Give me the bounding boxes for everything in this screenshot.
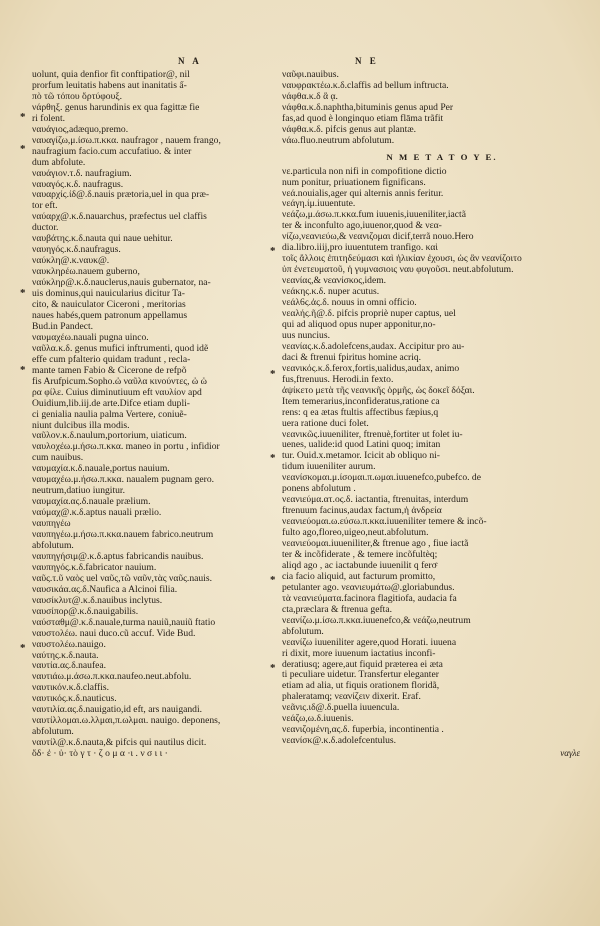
text-line: dia.libro.iiij,pro iuuentutem tranfigo. καὶ [282, 243, 438, 254]
text-line: νεανίας.κ.δ.adolefcens,audax. Accipitur pro au- [282, 341, 465, 352]
text-line: fas,ad quod è longinquo etiam flāma trãfit [282, 113, 444, 124]
running-header-right: N E [355, 56, 379, 66]
text-line: νεανίζω iuueniliter agere,quod Horati. iuuena [282, 637, 457, 648]
right-column [282, 70, 582, 747]
text-line: ναυστολέω. naui duco.cũ accuf. Vide Bud. [32, 628, 196, 639]
text-line: νίζω,νεανιεύω,& νεανιζομαι dicif,terrã nouo.Hero [282, 232, 474, 243]
text-line: mante tamen Fabio & Cicerone de refpõ [32, 365, 187, 376]
text-line: ναυσικάα.ας.δ.Naufica a Alcinoi filia. [32, 584, 178, 595]
text-line: tidum iuueniliter aurum. [282, 462, 376, 473]
text-line: rens: q ea ætas ftultis affectibus fæpius,q [282, 407, 439, 418]
text-line: νεανίσκ@.κ.δ.adolefcentulus. [282, 736, 397, 747]
text-line: ναυτιάω.μ.άσω.π.κκα.naufeo.neut.abfolu. [32, 672, 192, 683]
text-line: τοῖς ἄλλοις ἐπιτηδεύμασι καὶ ἡλικίαν ἐχουσι, ὡς ἂν νεανίζοιτο [282, 254, 522, 265]
text-line: ri dixit, more iuuenum iactatius inconfi- [282, 648, 436, 659]
text-line: aliqd ago , ac iactabunde iuuenilit q feroͤ [282, 560, 437, 571]
margin-asterisk: * [20, 143, 26, 155]
text-line: ναυτίλλομαι.ω.λλμαι,π.ωλμαι. nauigo. deponens, [32, 716, 221, 727]
text-line: naufragium facio.cum accufatiuo. & inter [32, 146, 192, 157]
text-line: daci & ftrenui fpiritus homine acriq. [282, 352, 422, 363]
text-line: ὅδ· ἐ · ὑ· τὸ γ τ · ζ ο μ α ·ι . ν σ ι ι · [32, 749, 168, 760]
text-line: τὰ νεανιεύματα.facinora flagitiofa, audacia fa [282, 593, 457, 604]
text-line: ναυπηγός.κ.δ.fabricator nauium. [32, 562, 157, 573]
text-line: ter & incõfiderate , & temere incõfultèq; [282, 549, 438, 560]
text-line: ναυτικόν.κ.δ.claffis. [32, 683, 110, 694]
text-line: ναυσίκλυτ@.κ.δ.nauibus inclytus. [32, 595, 163, 606]
text-line: petulanter ago. νεανιευμάτω@.gloriabundus. [282, 582, 455, 593]
text-line: Item temerarius,inconfideratus,ratione ca [282, 396, 440, 407]
text-line: νεανιεύομαι.ω.εύσω.π.κκα.iuueniliter temere & incõ- [282, 517, 487, 528]
text-line: ναῦς.τ.ῦ ναὸς uel ναῦς,τῶ ναῦν,τὰς ναῦς.nauis. [32, 573, 212, 584]
text-line: ναυβάτης.κ.δ.nauta qui naue uehitur. [32, 234, 173, 245]
text-line: ναυκληρέω.nauem guberno, [32, 267, 140, 278]
text-line: qui ad aliquod opus nuper apponitur,no- [282, 319, 436, 330]
text-line: πὸ τῶ τόπου ὅρτύφουξ. [32, 91, 122, 102]
text-line: dum abfolute. [32, 157, 86, 168]
text-line: ναῦλον.κ.δ.naulum,portorium, uiaticum. [32, 431, 187, 442]
margin-asterisk: * [20, 364, 26, 376]
text-line: ναυαγός.κ.δ. naufragus. [32, 179, 124, 190]
text-line: ναύκληρ@.κ.δ.nauclerus,nauis gubernator, na- [32, 278, 211, 289]
text-line: ναύκλη@.κ.ναυκ@. [32, 256, 110, 267]
text-line: num ponitur, priuationem fignificans. [282, 177, 426, 188]
text-line: νεανίας,& νεανίσκος,idem. [282, 276, 387, 287]
text-line: ναυστολέω.nauigo. [32, 639, 106, 650]
text-line: Ouidium,lib.iij.de arte.Difce etiam dupli- [32, 398, 190, 409]
text-line: abfolutum. [32, 727, 74, 738]
text-line: ναύαρχ@.κ.δ.nauarchus, præfectus uel claffis [32, 212, 207, 223]
catchword: ναγλε [560, 748, 580, 758]
margin-asterisk: * [270, 662, 276, 674]
text-line: abfolutum. [32, 540, 74, 551]
text-line: ναυάγιον.τ.δ. naufragium. [32, 168, 132, 179]
text-line: ναυάγιος,adæquo,premo. [32, 124, 129, 135]
text-line: ναυπηγέω.μ.ήσω.π.κκα.nauem fabrico.neutrum [32, 530, 214, 541]
text-line: ναυμαχέω.nauali pugna uinco. [32, 332, 149, 343]
text-line: uolunt, quia denfior fit conftipatior@, nil [32, 70, 190, 80]
text-line: νεανικός.κ.δ.ferox,fortis,ualidus,audax, animo [282, 363, 460, 374]
margin-asterisk: * [270, 574, 276, 586]
text-line: ναυτιλία.ας.δ.nauigatio,id eft, ars nauigandi. [32, 705, 203, 716]
text-line: νεάκης.κ.δ. nuper acutus. [282, 287, 380, 298]
text-line: ναυαγίζω,μ.ίσω.π.κκα. naufragor , nauem frango, [32, 135, 221, 146]
text-line: ρα φίλε. Cuius diminutiuum eft ναυλίον apd [32, 387, 202, 398]
text-line: ναύσταθμ@.κ.δ.nauale,turma nauiũ,nauiũ ftatio [32, 617, 216, 628]
text-line: νάφθα.κ.δ.naphtha,bituminis genus apud Per [282, 102, 454, 113]
margin-asterisk: * [20, 111, 26, 123]
text-line: cia facio aliquid, aut facturum promitto, [282, 571, 436, 582]
text-line: uus nuncius. [282, 330, 330, 341]
text-line: ναυτίλ@.κ.δ.nauta,& pifcis qui nautilus dicit. [32, 738, 207, 749]
text-line: ναυφρακτέω.κ.δ.claffis ad bellum inftructa. [282, 80, 449, 91]
text-line: ci genialia naulia palma Vertere, coniuẽ- [32, 409, 187, 420]
text-line: abfolutum. [282, 626, 324, 637]
left-column [32, 70, 260, 760]
text-line: cito, & nauiculator Ciceroni , meritorias [32, 300, 186, 311]
text-line: νεᾶνις.ιδ@.δ.puella iuuencula. [282, 703, 400, 714]
text-line: ναυτία.ας.δ.naufea. [32, 661, 107, 672]
text-line: ναυλοχέω.μ.ήσω.π.κκα. maneo in portu , infidior [32, 442, 220, 453]
text-line: ναυσίπορ@.κ.δ.nauigabilis. [32, 606, 139, 617]
text-line: niunt dulcibus illa modis. [32, 420, 130, 431]
text-line: ponens abfolutum . [282, 484, 356, 495]
text-line: νεαλής.ῆ@.δ. pifcis propriè nuper captus, uel [282, 309, 456, 320]
margin-asterisk: * [270, 245, 276, 257]
text-line: tur. Ouid.x.metamor. Icicit ab obliquo ni- [282, 451, 441, 462]
text-line: ναυτικός.κ.δ.nauticus. [32, 694, 117, 705]
text-line: νάρθηξ. genus harundinis ex qua fagittæ fie [32, 102, 200, 113]
text-line: νεανικῶς.iuueniliter, ftrenuè,fortiter ut folet iu- [282, 429, 463, 440]
text-line: νεάζω,ω.δ.iuuenis. [282, 714, 354, 725]
text-line: neutrum,datiuo iungitur. [32, 486, 125, 497]
text-line: fulto ago,floreo,uigeo,neut.abfolutum. [282, 528, 429, 539]
text-line: ναῦφι.nauibus. [282, 70, 339, 80]
text-line: νεάζω,μ.άσω.π.κκα.fum iuuenis,iuueniliter,iactã [282, 210, 466, 221]
text-line: νεάλ6ς.ἀς.δ. nouus in omni officio. [282, 298, 417, 309]
text-line: Bud.in Pandect. [32, 321, 94, 332]
text-line: ductor. [32, 223, 59, 234]
text-line: effe cum pfalterio quidam tradunt , recla- [32, 354, 191, 365]
text-line: νεά.nouialis,ager qui alternis annis feritur. [282, 188, 444, 199]
text-line: tor eft. [32, 201, 58, 212]
text-line: deratiusq; agere,aut fiquid præterea ei æta [282, 659, 443, 670]
text-line: ti peculiare uidetur. Transfertur eleganter [282, 670, 439, 681]
text-line: naues habés,quem patronum appellamus [32, 310, 188, 321]
text-line: uera ratione duci folet. [282, 418, 369, 429]
text-line: νεανιζομένη,ας.δ. fuperbia, incontinentia . [282, 725, 444, 736]
text-line: νεανίζω.μ.ίσω.π.κκα.iuuenefco,& νεάζω,neutrum [282, 615, 471, 626]
right-column-entries [282, 167, 582, 748]
text-line: ναῦλα.κ.δ. genus mufici inftrumenti, quod idẽ [32, 343, 209, 354]
right-column-top-entries [282, 70, 582, 147]
text-line: cum nauibus. [32, 453, 84, 464]
text-line: ναυπηγέω [32, 519, 71, 530]
text-line: ter & inconfulto ago,iuuenor,quod & νεα- [282, 221, 442, 232]
text-line: ὑπ ἐνετευματοῦ, ἡ γυμνασιοις ναυ φυγοῦσι. neut.abfolutum. [282, 265, 514, 276]
text-line: νεάγη.ίμ.iuuentute. [282, 199, 356, 210]
text-line: νάφθα.κ.δ. pifcis genus aut plantæ. [282, 124, 417, 135]
text-line: ναυηγός.κ.δ.naufragus. [32, 245, 121, 256]
margin-asterisk: * [270, 368, 276, 380]
text-line: ri folent. [32, 113, 66, 124]
text-line: phaleratamq; νεανίζειν dixerit. Eraf. [282, 692, 421, 703]
text-line: uenes, ualide:id quod Latini quoq; imitan [282, 440, 441, 451]
text-line: νεανίσκομαι.μ.ίσομαι.π.ωμαι.iuuenefco,pubefco. de [282, 473, 481, 484]
text-line: νάφθα.κ.δ ἃ ᾳ. [282, 91, 338, 102]
text-line: ναυμαχία.ας.δ.nauale prælium. [32, 497, 151, 508]
text-line: ναυμαχέω.μ.ήσω.π.κκα. naualem pugnam gero. [32, 475, 215, 486]
text-line: fis Arufpicum.Sopho.ὦ ναῦλα κινούντες, ὦ ὦ [32, 376, 207, 387]
text-line: ναυαρχίς.ίδ@.δ.nauis prætoria,uel in qua præ- [32, 190, 210, 201]
text-line: ναυμαχία.κ.δ.nauale,portus nauium. [32, 464, 170, 475]
text-line: cta,præclara & ftrenua gefta. [282, 604, 393, 615]
text-line: prorfum leuitatis habens aut inanitatis ẩ- [32, 80, 187, 91]
section-heading: N M E T A T O Y E. [386, 151, 498, 162]
text-line: νάω.fluo.neutrum abfolutum. [282, 135, 395, 146]
text-line: ναύμαχ@.κ.δ.aptus nauali prælio. [32, 508, 162, 519]
text-line: ftrenuum facinus,audax factum,ἡ ἀνδρεία [282, 506, 442, 517]
text-line: uis dominus,qui nauicularius dicitur Ta- [32, 289, 185, 300]
text-line: ναύτης.κ.δ.nauta. [32, 650, 99, 661]
margin-asterisk: * [20, 642, 26, 654]
running-header-left: N A [178, 56, 202, 66]
text-line: fus,ftrenuus. Herodi.in fexto. [282, 374, 394, 385]
text-line: ναυπηγήσιμ@.κ.δ.aptus fabricandis nauibus. [32, 551, 204, 562]
text-line: ἀψίκετο μετὰ τῆς νεανικῆς ὁρμῆς, ὡς δοκεῖ δόξαι. [282, 385, 475, 396]
text-line: etiam ad alia, ut fiquis orationem floridã, [282, 681, 440, 692]
margin-asterisk: * [20, 287, 26, 299]
text-line: νεανιεύμα.ατ.ος.δ. iactantia, ftrenuitas, interdum [282, 495, 469, 506]
text-line: νε.particula non nifi in compofitione dictio [282, 166, 447, 177]
margin-asterisk: * [270, 452, 276, 464]
text-line: νεανιεύομαι.iuueniliter,& ftrenue ago , fiue iactã [282, 539, 469, 550]
